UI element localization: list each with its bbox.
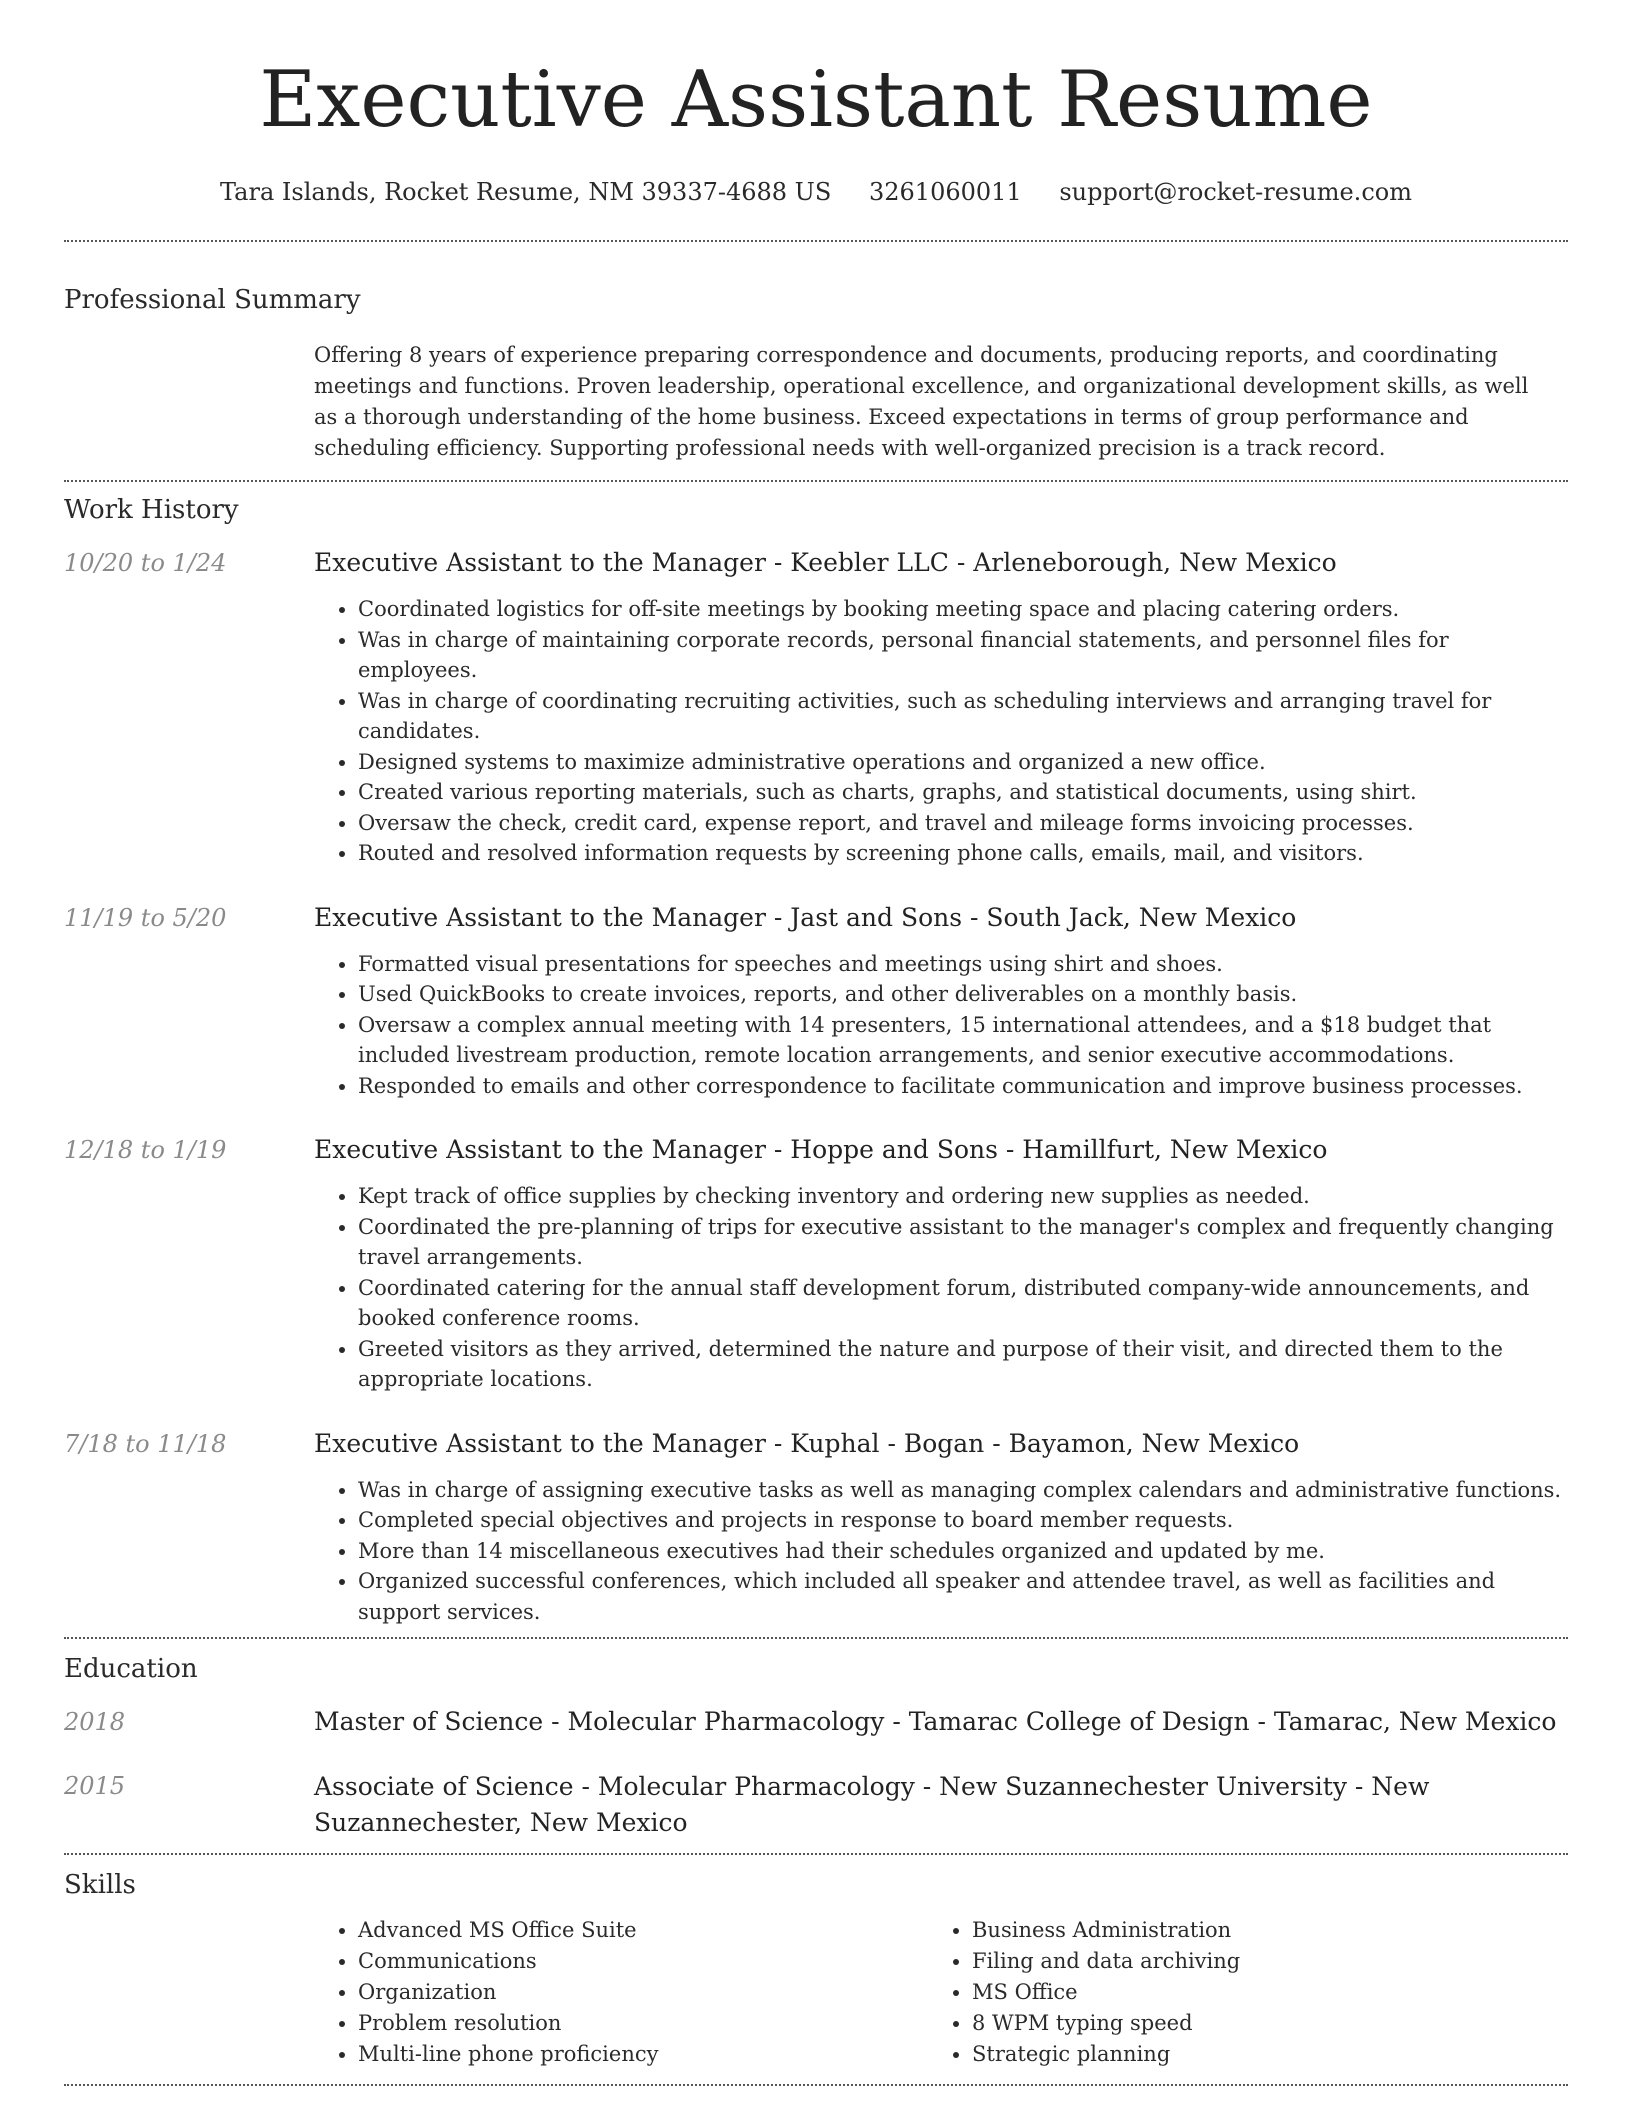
contact-address: Tara Islands, Rocket Resume, NM 39337-4688 US (220, 178, 832, 206)
summary-heading: Professional Summary (64, 285, 361, 315)
list-item: • Problem resolution (358, 2008, 928, 2039)
list-item: • Kept track of office supplies by checking inventory and ordering new supplies as needed. (358, 1181, 1568, 1212)
list-item: • Was in charge of coordinating recruiting activities, such as scheduling interviews and arranging travel for candidates. (358, 686, 1568, 747)
list-item: • 8 WPM typing speed (972, 2008, 1542, 2039)
job-bullets (314, 949, 1568, 1102)
list-item: • MS Office (972, 1977, 1542, 2008)
list-item: • Greeted visitors as they arrived, determined the nature and purpose of their visit, and directed them to the appropriate locations. (358, 1334, 1568, 1395)
divider (64, 480, 1568, 482)
list-item: • Created various reporting materials, such as charts, graphs, and statistical documents, using shirt. (358, 777, 1568, 808)
job-entry (64, 546, 1568, 869)
job-bullets (314, 1181, 1568, 1395)
list-item: • Coordinated catering for the annual staff development forum, distributed company-wide announcements, and booked conference rooms. (358, 1273, 1568, 1334)
job-title: Executive Assistant to the Manager - Jast and Sons - South Jack, New Mexico (314, 902, 1297, 932)
list-item: • Filing and data archiving (972, 1946, 1542, 1977)
job-entry (64, 901, 1568, 1102)
job-bullets (314, 594, 1568, 869)
list-item: • More than 14 miscellaneous executives had their schedules organized and updated by me. (358, 1536, 1568, 1567)
contact-email: support@rocket-resume.com (1059, 178, 1412, 206)
education-entry (64, 1769, 1568, 1841)
job-dates: 11/19 to 5/20 (64, 903, 227, 932)
list-item: • Formatted visual presentations for speeches and meetings using shirt and shoes. (358, 949, 1568, 980)
job-bullets (314, 1475, 1568, 1628)
list-item: • Communications (358, 1946, 928, 1977)
list-item: • Designed systems to maximize administrative operations and organized a new office. (358, 747, 1568, 778)
job-title: Executive Assistant to the Manager - Kuphal - Bogan - Bayamon, New Mexico (314, 1428, 1300, 1458)
list-item: • Coordinated the pre-planning of trips for executive assistant to the manager's complex and frequently changing travel arrangements. (358, 1212, 1568, 1273)
list-item: • Strategic planning (972, 2039, 1542, 2070)
skills-list (314, 1915, 1568, 2070)
list-item: • Was in charge of assigning executive tasks as well as managing complex calendars and administrative functions. (358, 1475, 1568, 1506)
list-item: • Multi-line phone proficiency (358, 2039, 928, 2070)
skills-column-left (314, 1915, 928, 2070)
list-item: • Was in charge of maintaining corporate records, personal financial statements, and personnel files for employees. (358, 625, 1568, 686)
list-item: • Business Administration (972, 1915, 1542, 1946)
resume-page (64, 0, 1568, 2086)
education-entry (64, 1705, 1568, 1739)
list-item: • Organized successful conferences, which included all speaker and attendee travel, as well as facilities and support services. (358, 1566, 1568, 1627)
list-item: • Used QuickBooks to create invoices, reports, and other deliverables on a monthly basis. (358, 979, 1568, 1010)
work-history-heading: Work History (64, 495, 239, 525)
skills-column-right (928, 1915, 1542, 2070)
job-title: Executive Assistant to the Manager - Keebler LLC - Arleneborough, New Mexico (314, 548, 1337, 577)
resume-title: Executive Assistant Resume (259, 55, 1373, 145)
list-item: • Advanced MS Office Suite (358, 1915, 928, 1946)
list-item: • Organization (358, 1977, 928, 2008)
list-item: • Responded to emails and other correspondence to facilitate communication and improve business processes. (358, 1071, 1568, 1102)
list-item: • Coordinated logistics for off-site meetings by booking meeting space and placing catering orders. (358, 594, 1568, 625)
list-item: • Oversaw a complex annual meeting with 14 presenters, 15 international attendees, and a $18 budget that included livestream production, remote location arrangements, and senior executive accommodations. (358, 1010, 1568, 1071)
job-dates: 7/18 to 11/18 (64, 1429, 227, 1458)
list-item: • Completed special objectives and projects in response to board member requests. (358, 1505, 1568, 1536)
job-dates: 10/20 to 1/24 (64, 549, 227, 577)
job-entry (64, 1427, 1568, 1628)
skills-heading: Skills (64, 1870, 136, 1900)
summary-text: Offering 8 years of experience preparing correspondence and documents, producing reports, and coordinating meetings and functions. Proven leadership, operational excellence, and organizational development skills, as well as a thorough understanding of the home business. Exceed expectations in terms of group performance and scheduling efficiency. Supporting professional needs with well-organized precision is a track record. (314, 343, 1529, 460)
contact-phone: 3261060011 (869, 178, 1022, 206)
divider (64, 1853, 1568, 1855)
education-title: Master of Science - Molecular Pharmacology - Tamarac College of Design - Tamarac, New Mexico (314, 1707, 1557, 1736)
education-year: 2018 (64, 1708, 126, 1736)
job-dates: 12/18 to 1/19 (64, 1136, 227, 1164)
job-entry (64, 1133, 1568, 1395)
divider (64, 2084, 1568, 2086)
job-title: Executive Assistant to the Manager - Hoppe and Sons - Hamillfurt, New Mexico (314, 1135, 1328, 1164)
education-title: Associate of Science - Molecular Pharmacology - New Suzannechester University - New Suzannechester, New Mexico (314, 1772, 1430, 1837)
contact-line (64, 176, 1568, 208)
education-heading: Education (64, 1654, 198, 1684)
education-year: 2015 (64, 1772, 126, 1800)
divider (64, 240, 1568, 242)
divider (64, 1637, 1568, 1639)
list-item: • Routed and resolved information requests by screening phone calls, emails, mail, and visitors. (358, 838, 1568, 869)
list-item: • Oversaw the check, credit card, expense report, and travel and mileage forms invoicing processes. (358, 808, 1568, 839)
